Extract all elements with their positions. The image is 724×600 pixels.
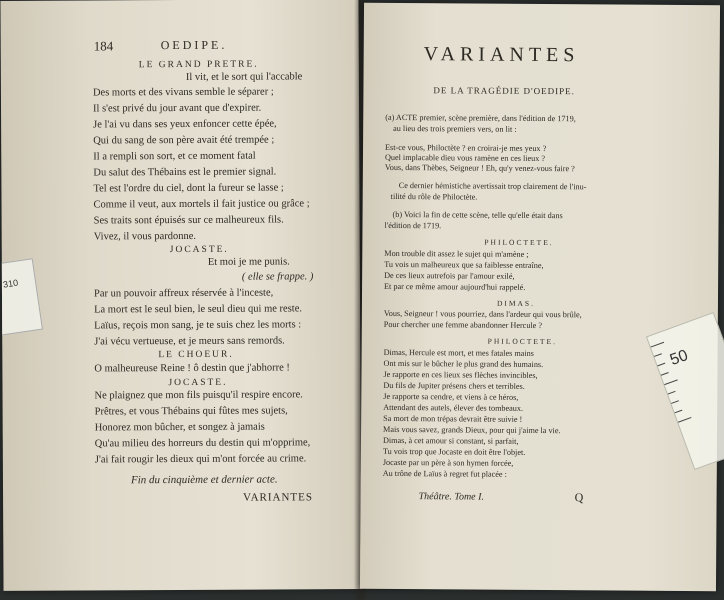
verse-line: Du fils de Jupiter présens chers et terribles.: [383, 380, 525, 391]
verse-line: Tu vois trop que Jocaste en doit être l'objet.: [382, 446, 526, 457]
verse-line: Tel est l'ordre du ciel, dont la fureur se lasse ;: [93, 182, 284, 195]
ruler-label: 50: [667, 346, 691, 370]
verse-line: Honorez mon bûcher, et songez à jamais: [94, 421, 265, 434]
verse-line: La mort est le seul bien, le seul dieu qui me reste.: [94, 303, 303, 316]
speaker-label: JOCASTE.: [169, 244, 229, 256]
speaker-label: LE CHOEUR.: [158, 349, 234, 361]
verse-line: Prêtres, et vous Thébains qui fûtes mes sujets,: [94, 405, 288, 418]
verse-line: Ont mis sur le bûcher le plus grand des humains.: [383, 358, 544, 370]
verse-line: Comme il veut, aux mortels il fait justice ou grâce ;: [93, 198, 310, 211]
ruler-tick: [661, 372, 669, 376]
signature-letter: Q: [574, 490, 584, 505]
verse-line: Il a rempli son sort, et ce moment fatal: [93, 150, 256, 163]
tag-label: 310: [2, 277, 19, 290]
verse-line: Je rapporte sa cendre, et viens à ce héros,: [383, 391, 519, 402]
verse-line: Vous, Seigneur ! vous pourriez, dans l'ardeur qui vous brûle,: [383, 308, 582, 320]
note-line: tilité du rôle de Philoctète.: [390, 191, 478, 202]
verse-line: Et moi je me punis.: [207, 256, 290, 268]
verse-line: Qu'au milieu des horreurs du destin qui m'opprime,: [94, 437, 311, 450]
end-note: Fin du cinquième et dernier acte.: [130, 473, 278, 487]
verse-line: Attendant des autels, élever des tombeaux.: [383, 402, 524, 413]
verse-line: Est-ce vous, Philoctète ? en croirai-je mes yeux ?: [385, 142, 547, 154]
ruler-tick: [657, 363, 665, 367]
speaker-label: JOCASTE.: [168, 377, 228, 389]
note-line: Ce dernier hémistiche avertissait trop clairement de l'inu-: [398, 181, 587, 192]
ruler-tick: [668, 391, 676, 395]
verse-line: Au trône de Laïus à regret fut placée :: [382, 468, 507, 479]
verse-line: O malheureuse Reine ! ô destin que j'abhorre !: [94, 362, 290, 375]
ruler-tick: [664, 379, 677, 385]
verse-line: Et par ce même amour aujourd'hui rappelé.: [384, 281, 526, 292]
ruler-tick: [651, 342, 664, 348]
verse-line: Il s'est privé du jour avant que d'expirer.: [92, 102, 262, 115]
verse-line: Ne plaignez que mon fils puisqu'il respire encore.: [94, 389, 303, 402]
note-line: (b) Voici la fin de cette scène, telle qu'elle était dans: [392, 209, 563, 221]
ruler-tick: [671, 400, 679, 404]
verse-line: Je rapporte en ces lieux ses flèches invincibles,: [383, 369, 538, 380]
verse-line: Quel implacable dieu vous ramène en ces lieux ?: [384, 152, 546, 164]
stage-direction: ( elle se frappe. ): [241, 271, 314, 283]
ruler-tick: [678, 417, 691, 423]
verse-line: Sa mort de mon trépas devrait être suivie !: [383, 413, 523, 424]
running-title: OEDIPE.: [160, 37, 228, 53]
right-page: [360, 3, 720, 591]
speaker-label: DIMAS.: [496, 298, 536, 308]
verse-line: De ces lieux autrefois par l'amour exilé,: [384, 270, 515, 281]
verse-line: Ses traits sont épuisés sur ce malheureux fils.: [93, 214, 284, 227]
verse-line: Qui du sang de son père avait été trempée ;: [93, 134, 275, 147]
note-line: au lieu des trois premiers vers, on lit :: [393, 123, 517, 134]
note-line: l'édition de 1719.: [384, 220, 442, 231]
verse-line: Tu vois un malheureux que sa faiblesse entraîne,: [384, 259, 544, 271]
verse-line: Mon trouble dit assez le sujet qui m'amène ;: [384, 248, 529, 259]
ruler-tick: [654, 353, 662, 357]
verse-line: Par un pouvoir affreux réservée à l'inceste,: [93, 287, 274, 300]
page-subtitle: DE LA TRAGÉDIE D'OEDIPE.: [433, 85, 575, 97]
verse-line: Dimas, à cet amour si constant, si parfait,: [382, 435, 519, 446]
verse-line: Laïus, reçois mon sang, je te suis chez les morts :: [94, 319, 302, 332]
speaker-label: PHILOCTETE.: [484, 237, 554, 248]
verse-line: Dimas, Hercule est mort, et mes fatales mains: [383, 347, 534, 358]
verse-line: Pour chercher une femme abandonner Hercule ?: [383, 319, 543, 331]
page-number: 184: [93, 38, 114, 54]
speaker-label: LE GRAND PRETRE.: [138, 59, 259, 71]
verse-line: J'ai fait rougir les dieux qui m'ont forcée au crime.: [94, 453, 307, 466]
verse-line: Je l'ai vu dans ses yeux enfoncer cette épée,: [93, 118, 277, 131]
left-page: [0, 0, 361, 591]
page-title: VARIANTES: [423, 43, 580, 67]
signature-mark: Théâtre. Tome I.: [418, 491, 485, 503]
verse-line: Des morts et des vivans semble le séparer ;: [92, 86, 274, 99]
verse-line: Mais vous savez, grands Dieux, pour qui j'aime la vie.: [383, 424, 561, 436]
verse-line: Du salut des Thébains est le premier signal.: [93, 166, 277, 179]
verse-line: J'ai vécu vertueuse, et je meurs sans remords.: [94, 335, 285, 348]
paper-tag: [0, 258, 43, 335]
verse-line: Jocaste par un père à son hymen forcée,: [382, 457, 514, 468]
note-line: (a) ACTE premier, scène première, dans l'édition de 1719,: [385, 112, 576, 124]
verse-line: Vous, dans Thèbes, Seigneur ! Eh, qu'y venez-vous faire ?: [384, 162, 575, 174]
verse-line: Il vit, et le sort qui l'accable: [185, 71, 303, 83]
catchword: VARIANTES: [243, 491, 314, 504]
verse-line: Vivez, il vous pardonne.: [93, 230, 197, 243]
ruler-tick: [675, 410, 683, 414]
speaker-label: PHILOCTETE.: [487, 336, 558, 347]
